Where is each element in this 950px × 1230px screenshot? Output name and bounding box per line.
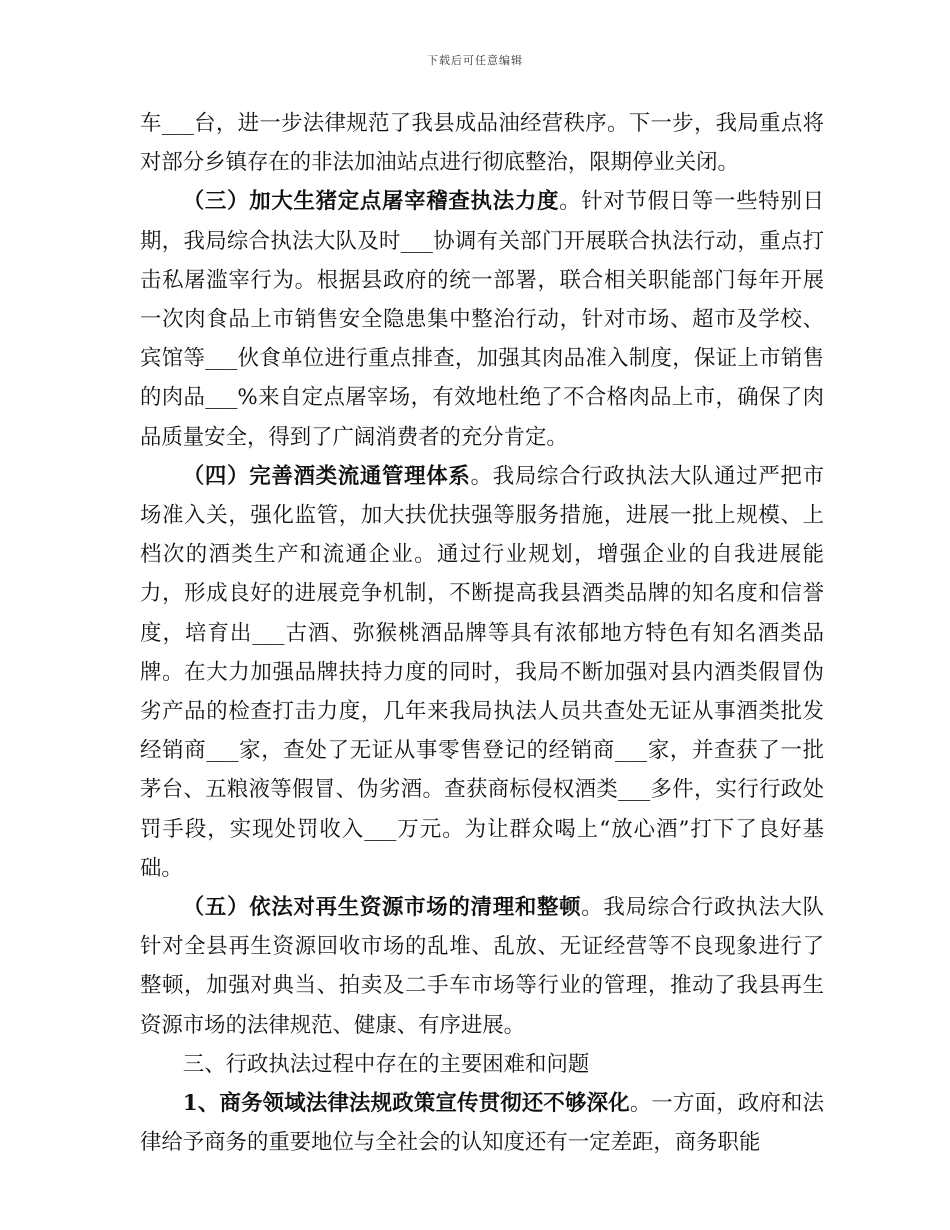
chapter-heading-text: 三、行政执法过程中存在的主要困难和问题 [182,1051,590,1077]
paragraph-section-5 [140,888,824,1045]
paragraph-text: 。我局综合行政执法大队通过严把市场准入关，强化监管，加大扶优扶强等服务措施，进展一批上规模、上档次的酒类生产和流通企业。通过行业规划，增强企业的自我进展能力，形成良好的进展竞争机制，不断提高我县酒类品牌的知名度和信誉度，培育出___古酒、弥猴桃酒品牌等具有浓郁地方特色有知名酒类品牌。在大力加强品牌扶持力度的同时，我局不断加强对县内酒类假冒伪劣产品的检查打击力度，几年来我局执法人员共查处无证从事酒类批发经销商___家，查处了无证从事零售登记的经销商___家，并查获了一批茅台、五粮液等假冒、伪劣酒。查获商标侵权酒类___多件，实行行政处罚手段，实现处罚收入___万元。为让群众喝上“放心酒”打下了良好基础。 [140,463,824,881]
paragraph-section-4 [140,457,824,888]
paragraph-text: 车___台，进一步法律规范了我县成品油经营秩序。下一步，我局重点将对部分乡镇存在的非法加油站点进行彻底整治，限期停业关闭。 [140,111,824,176]
section-heading: （五）依法对再生资源市场的清理和整顿 [182,895,582,921]
paragraph-section-3 [140,182,824,456]
paragraph-text: 。针对节假日等一些特别日期，我局综合执法大队及时___协调有关部门开展联合执法行动，重点打击私屠滥宰行为。根据县政府的统一部署，联合相关职能部门每年开展一次肉食品上市销售安全隐患集中整治行动，针对市场、超市及学校、宾馆等___伙食单位进行重点排查，加强其肉品准入制度，保证上市销售的肉品___%来自定点屠宰场，有效地杜绝了不合格肉品上市，确保了肉品质量安全，得到了广阔消费者的充分肯定。 [140,189,824,450]
item-heading: 1、商务领域法律法规政策宣传贯彻还不够深化 [182,1091,630,1117]
section-heading: （四）完善酒类流通管理体系 [182,463,471,489]
section-heading: （三）加大生猪定点屠宰稽查执法力度 [182,189,560,215]
chapter-heading [140,1045,824,1084]
document-body [140,104,824,1162]
page-header: 下载后可任意编辑 [427,54,523,67]
paragraph-continuation [140,104,824,182]
paragraph-text: 。我局综合行政执法大队针对全县再生资源回收市场的乱堆、乱放、无证经营等不良现象进行了整顿，加强对典当、拍卖及二手车市场等行业的管理，推动了我县再生资源市场的法律规范、健康、有序进展。 [140,895,824,1038]
paragraph-item-1 [140,1084,824,1162]
paragraph-text: 。一方面，政府和法律给予商务的重要地位与全社会的认知度还有一定差距，商务职能 [140,1091,824,1156]
